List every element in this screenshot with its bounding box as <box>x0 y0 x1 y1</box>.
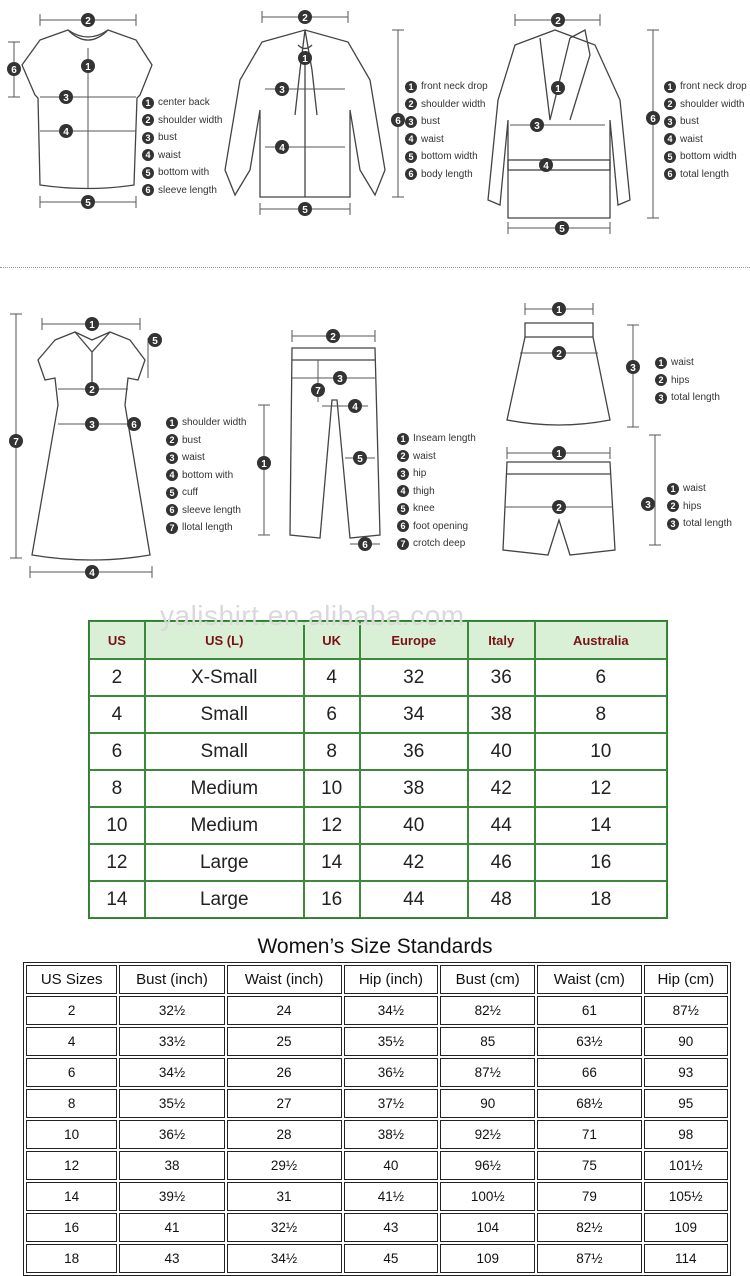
table-cell: 14 <box>89 881 145 918</box>
svg-text:2: 2 <box>556 349 562 360</box>
svg-text:1: 1 <box>556 305 562 316</box>
table-cell: 42 <box>468 770 535 807</box>
table-cell: 25 <box>227 1027 342 1056</box>
table-cell: 43 <box>344 1213 439 1242</box>
shorts-diagram <box>485 440 670 570</box>
table-cell: 40 <box>344 1151 439 1180</box>
legend-item: waist <box>421 133 444 145</box>
table-cell: 4 <box>304 659 360 696</box>
table-row <box>89 696 667 733</box>
table-cell: 38 <box>119 1151 224 1180</box>
table-cell: 66 <box>537 1058 641 1087</box>
pants-legend: 1 Inseam length 2 waist 3 hip 4 thigh 5 knee 6 foot opening 7 crotch deep <box>397 430 476 553</box>
legend-item: bottom with <box>182 469 234 481</box>
legend-item: bust <box>421 116 440 127</box>
legend-item: shoulder width <box>680 98 745 110</box>
table-cell: 14 <box>535 807 667 844</box>
column-header: US (L) <box>145 621 304 659</box>
table-cell: 27 <box>227 1089 342 1118</box>
table-cell: 36½ <box>119 1120 224 1149</box>
table-cell: 71 <box>537 1120 641 1149</box>
table-cell: 6 <box>535 659 667 696</box>
column-header: Waist (cm) <box>537 965 641 994</box>
column-header: Europe <box>360 621 468 659</box>
table-cell: 34½ <box>344 996 439 1025</box>
table-cell: 92½ <box>440 1120 535 1149</box>
table-row <box>89 881 667 918</box>
svg-text:4: 4 <box>63 127 69 138</box>
column-header: Bust (inch) <box>119 965 224 994</box>
table-cell: 12 <box>304 807 360 844</box>
svg-text:6: 6 <box>131 420 137 431</box>
table-cell: 40 <box>468 733 535 770</box>
legend-item: front neck drop <box>421 81 488 92</box>
legend-item: foot opening <box>413 520 469 532</box>
table-row <box>89 807 667 844</box>
svg-text:3: 3 <box>279 85 285 96</box>
svg-text:1: 1 <box>261 459 267 470</box>
table-cell: 85 <box>440 1027 535 1056</box>
table-cell: 29½ <box>227 1151 342 1180</box>
table-row <box>26 1120 728 1149</box>
legend-item: sleeve length <box>182 504 241 516</box>
table-cell: 10 <box>535 733 667 770</box>
table-cell: 45 <box>344 1244 439 1273</box>
legend-item: shoulder width <box>182 417 247 428</box>
svg-text:5: 5 <box>302 205 308 216</box>
table-row <box>26 1182 728 1211</box>
table-cell: 82½ <box>537 1213 641 1242</box>
table-cell: 32½ <box>119 996 224 1025</box>
legend-item: bust <box>182 434 201 446</box>
table-cell: 10 <box>304 770 360 807</box>
table-cell: 38 <box>468 696 535 733</box>
tshirt-legend: 1 center back 2 shoulder width 3 bust 4 waist 5 bottom with 6 sleeve length <box>142 94 222 199</box>
table-cell: 4 <box>26 1027 117 1056</box>
table-cell: 41 <box>119 1213 224 1242</box>
table-cell: 33½ <box>119 1027 224 1056</box>
table-cell: 87½ <box>644 996 728 1025</box>
table-cell: 79 <box>537 1182 641 1211</box>
table-cell: 8 <box>89 770 145 807</box>
table-cell: Large <box>145 844 304 881</box>
table-cell: 36½ <box>344 1058 439 1087</box>
legend-item: bottom with <box>158 167 210 178</box>
table-cell: 32 <box>360 659 468 696</box>
svg-text:2: 2 <box>330 332 336 343</box>
table-cell: 18 <box>535 881 667 918</box>
table-cell: 2 <box>89 659 145 696</box>
table-cell: 16 <box>304 881 360 918</box>
blouse-diagram <box>220 0 410 225</box>
table-cell: 12 <box>26 1151 117 1180</box>
svg-text:5: 5 <box>357 454 363 465</box>
table-cell: 87½ <box>537 1244 641 1273</box>
legend-item: shoulder width <box>158 114 223 126</box>
coat-legend: 1 front neck drop 2 shoulder width 3 bust 4 waist 5 bottom width 6 total length <box>664 78 747 183</box>
table-cell: 36 <box>468 659 535 696</box>
table-row <box>26 996 728 1025</box>
svg-text:7: 7 <box>13 437 19 448</box>
column-header: US <box>89 621 145 659</box>
table-cell: 4 <box>89 696 145 733</box>
table-cell: 8 <box>304 733 360 770</box>
table-cell: 68½ <box>537 1089 641 1118</box>
table-cell: 44 <box>468 807 535 844</box>
table-cell: 34½ <box>119 1058 224 1087</box>
svg-text:6: 6 <box>395 116 401 127</box>
svg-text:2: 2 <box>89 385 95 396</box>
table-row <box>26 1213 728 1242</box>
table-cell: 14 <box>26 1182 117 1211</box>
table-cell: 16 <box>535 844 667 881</box>
table-row <box>89 844 667 881</box>
svg-text:4: 4 <box>352 402 358 413</box>
table-cell: 2 <box>26 996 117 1025</box>
column-header: Waist (inch) <box>227 965 342 994</box>
table-cell: 43 <box>119 1244 224 1273</box>
table-cell: 34½ <box>227 1244 342 1273</box>
table-cell: 28 <box>227 1120 342 1149</box>
table-cell: 6 <box>89 733 145 770</box>
table-row <box>89 770 667 807</box>
legend-item: front neck drop <box>680 81 747 92</box>
table-cell: Small <box>145 733 304 770</box>
svg-text:2: 2 <box>85 16 91 27</box>
table-cell: Medium <box>145 770 304 807</box>
table-cell: 104 <box>440 1213 535 1242</box>
table-cell: 8 <box>535 696 667 733</box>
size-standards-table <box>23 962 731 1276</box>
svg-text:3: 3 <box>630 363 636 374</box>
table-row <box>26 1089 728 1118</box>
svg-text:1: 1 <box>556 449 562 460</box>
table-cell: 31 <box>227 1182 342 1211</box>
table-cell: 36 <box>360 733 468 770</box>
legend-item: waist <box>158 149 181 161</box>
svg-text:3: 3 <box>89 420 95 431</box>
table-cell: 34 <box>360 696 468 733</box>
column-header: UK <box>304 621 360 659</box>
legend-item: waist <box>680 133 703 145</box>
table-cell: 37½ <box>344 1089 439 1118</box>
column-header: Hip (cm) <box>644 965 728 994</box>
table-cell: 109 <box>644 1213 728 1242</box>
svg-text:3: 3 <box>645 500 651 511</box>
legend-item: center back <box>158 97 210 108</box>
svg-text:5: 5 <box>85 198 91 209</box>
legend-item: waist <box>683 483 706 494</box>
dress-legend: 1 shoulder width 2 bust 3 waist 4 bottom with 5 cuff 6 sleeve length 7 llotal length <box>166 414 246 537</box>
watermark: yalishirt.en.alibaba.com <box>160 600 465 631</box>
svg-text:2: 2 <box>302 13 308 24</box>
svg-text:4: 4 <box>279 143 285 154</box>
table-cell: 10 <box>26 1120 117 1149</box>
table-cell: Medium <box>145 807 304 844</box>
svg-text:1: 1 <box>302 54 308 65</box>
table-cell: 12 <box>535 770 667 807</box>
table-cell: 42 <box>360 844 468 881</box>
column-header: Italy <box>468 621 535 659</box>
svg-text:2: 2 <box>556 503 562 514</box>
table-cell: 114 <box>644 1244 728 1273</box>
table-cell: 96½ <box>440 1151 535 1180</box>
column-header: Hip (inch) <box>344 965 439 994</box>
legend-item: total length <box>671 392 720 403</box>
legend-item: total length <box>680 168 729 180</box>
table-row <box>26 1058 728 1087</box>
column-header: Australia <box>535 621 667 659</box>
legend-item: body length <box>421 168 473 180</box>
shorts-legend: 1 waist 2 hips 3 total length <box>667 480 732 533</box>
pants-diagram <box>250 320 400 560</box>
table-cell: 75 <box>537 1151 641 1180</box>
table-cell: 35½ <box>119 1089 224 1118</box>
legend-item: bottom width <box>680 151 737 162</box>
skirt-diagram <box>495 295 655 440</box>
table-row <box>26 1027 728 1056</box>
legend-item: waist <box>413 450 436 462</box>
table-cell: 98 <box>644 1120 728 1149</box>
svg-text:3: 3 <box>63 93 69 104</box>
svg-text:7: 7 <box>315 386 321 397</box>
legend-item: bust <box>680 116 699 127</box>
table-cell: 10 <box>89 807 145 844</box>
svg-text:5: 5 <box>152 336 158 347</box>
svg-text:2: 2 <box>555 16 561 27</box>
svg-text:1: 1 <box>85 62 91 73</box>
table-cell: 12 <box>89 844 145 881</box>
skirt-legend: 1 waist 2 hips 3 total length <box>655 354 720 407</box>
table-cell: 6 <box>304 696 360 733</box>
legend-item: llotal length <box>182 522 233 533</box>
section-divider <box>0 267 750 268</box>
international-size-table <box>88 620 668 919</box>
table-cell: 6 <box>26 1058 117 1087</box>
svg-text:3: 3 <box>337 374 343 385</box>
table-cell: 40 <box>360 807 468 844</box>
legend-item: hips <box>671 374 690 386</box>
svg-text:3: 3 <box>534 121 540 132</box>
table-cell: 63½ <box>537 1027 641 1056</box>
legend-item: Inseam length <box>413 433 476 444</box>
legend-item: bust <box>158 132 177 143</box>
legend-item: waist <box>671 357 694 368</box>
tshirt-diagram <box>0 0 160 220</box>
table-cell: 24 <box>227 996 342 1025</box>
table-cell: 93 <box>644 1058 728 1087</box>
table-cell: 95 <box>644 1089 728 1118</box>
table-row <box>26 1151 728 1180</box>
table-cell: 18 <box>26 1244 117 1273</box>
table-cell: X-Small <box>145 659 304 696</box>
table-cell: 8 <box>26 1089 117 1118</box>
table-row <box>26 1244 728 1273</box>
table-cell: 61 <box>537 996 641 1025</box>
table-cell: 100½ <box>440 1182 535 1211</box>
svg-text:6: 6 <box>650 114 656 125</box>
table-cell: 90 <box>644 1027 728 1056</box>
dress-diagram <box>0 300 170 590</box>
table-cell: 41½ <box>344 1182 439 1211</box>
table-cell: 101½ <box>644 1151 728 1180</box>
legend-item: shoulder width <box>421 98 486 110</box>
table-cell: 48 <box>468 881 535 918</box>
column-header: US Sizes <box>26 965 117 994</box>
svg-text:4: 4 <box>543 161 549 172</box>
size-standards-title: Women’s Size Standards <box>257 935 493 958</box>
svg-text:4: 4 <box>89 568 95 579</box>
legend-item: sleeve length <box>158 184 217 196</box>
table-cell: 14 <box>304 844 360 881</box>
table-cell: 46 <box>468 844 535 881</box>
table-cell: 32½ <box>227 1213 342 1242</box>
table-cell: 26 <box>227 1058 342 1087</box>
table-cell: 39½ <box>119 1182 224 1211</box>
legend-item: waist <box>182 452 205 463</box>
table-header-row <box>26 965 728 994</box>
table-cell: Small <box>145 696 304 733</box>
table-cell: 38½ <box>344 1120 439 1149</box>
table-cell: 90 <box>440 1089 535 1118</box>
svg-text:6: 6 <box>11 65 17 76</box>
legend-item: bottom width <box>421 151 478 162</box>
legend-item: cuff <box>182 487 198 498</box>
legend-item: total length <box>683 518 732 529</box>
table-row <box>89 733 667 770</box>
table-cell: 16 <box>26 1213 117 1242</box>
table-cell: 82½ <box>440 996 535 1025</box>
blouse-legend: 1 front neck drop 2 shoulder width 3 bust 4 waist 5 bottom width 6 body length <box>405 78 488 183</box>
legend-item: knee <box>413 503 435 514</box>
svg-text:6: 6 <box>362 540 368 551</box>
svg-text:1: 1 <box>89 320 95 331</box>
legend-item: hips <box>683 500 702 512</box>
table-cell: 35½ <box>344 1027 439 1056</box>
legend-item: hip <box>413 468 427 479</box>
column-header: Bust (cm) <box>440 965 535 994</box>
coat-diagram <box>470 0 660 240</box>
table-cell: 44 <box>360 881 468 918</box>
table-cell: 109 <box>440 1244 535 1273</box>
legend-item: thigh <box>413 485 435 497</box>
table-cell: Large <box>145 881 304 918</box>
legend-item: crotch deep <box>413 538 466 549</box>
table-row <box>89 659 667 696</box>
table-cell: 38 <box>360 770 468 807</box>
table-cell: 87½ <box>440 1058 535 1087</box>
svg-text:1: 1 <box>555 84 561 95</box>
table-cell: 105½ <box>644 1182 728 1211</box>
svg-text:5: 5 <box>559 224 565 235</box>
